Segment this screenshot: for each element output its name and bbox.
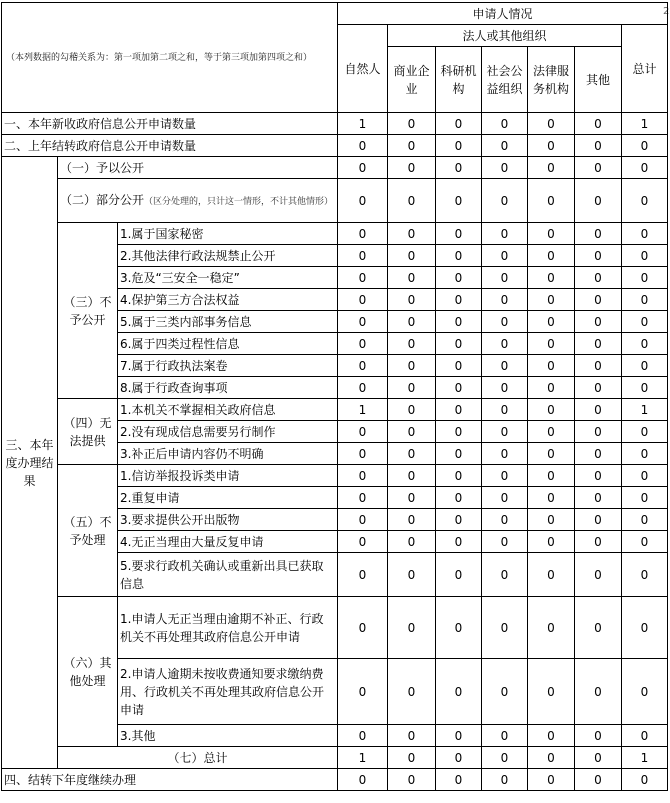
value-cell: 0 [482, 311, 528, 333]
value-cell: 0 [622, 465, 668, 487]
header-natural: 自然人 [338, 25, 388, 113]
value-cell: 0 [388, 377, 436, 399]
value-cell: 0 [436, 355, 482, 377]
value-cell: 0 [622, 377, 668, 399]
value-cell: 0 [575, 421, 622, 443]
value-cell: 0 [436, 747, 482, 769]
value-cell: 0 [528, 659, 575, 725]
value-cell: 0 [575, 245, 622, 267]
table-row [2, 157, 668, 179]
row-label: 8.属于行政查询事项 [118, 377, 338, 399]
value-cell: 0 [622, 421, 668, 443]
table-row [2, 135, 668, 157]
value-cell: 0 [528, 245, 575, 267]
value-cell: 0 [575, 377, 622, 399]
value-cell: 0 [338, 245, 388, 267]
value-cell: 0 [338, 355, 388, 377]
value-cell: 0 [622, 553, 668, 597]
value-cell: 0 [622, 245, 668, 267]
value-cell: 0 [528, 509, 575, 531]
group-label: （四）无法提供 [58, 399, 118, 465]
value-cell: 0 [482, 487, 528, 509]
value-cell: 0 [388, 113, 436, 135]
value-cell: 0 [528, 487, 575, 509]
row-label: 7.属于行政执法案卷 [118, 355, 338, 377]
value-cell: 0 [436, 443, 482, 465]
value-cell: 0 [528, 769, 575, 791]
value-cell: 0 [338, 443, 388, 465]
header-total: 总计 [622, 25, 668, 113]
value-cell: 0 [388, 311, 436, 333]
value-cell: 0 [622, 487, 668, 509]
value-cell: 0 [575, 597, 622, 659]
value-cell: 0 [528, 333, 575, 355]
value-cell: 0 [528, 135, 575, 157]
value-cell: 0 [338, 289, 388, 311]
value-cell: 0 [622, 769, 668, 791]
value-cell: 0 [338, 311, 388, 333]
value-cell: 0 [388, 531, 436, 553]
value-cell: 0 [436, 531, 482, 553]
row-label: 4.保护第三方合法权益 [118, 289, 338, 311]
value-cell: 0 [575, 333, 622, 355]
value-cell: 0 [575, 399, 622, 421]
group-label: （三）不予公开 [58, 223, 118, 399]
value-cell: 0 [622, 179, 668, 223]
value-cell: 0 [622, 157, 668, 179]
row-label: 1.申请人无正当理由逾期不补正、行政机关不再处理其政府信息公开申请 [118, 597, 338, 659]
value-cell: 0 [482, 355, 528, 377]
section-3-label: 三、本年度办理结果 [2, 157, 58, 769]
value-cell: 0 [575, 157, 622, 179]
value-cell: 0 [622, 659, 668, 725]
value-cell: 0 [338, 267, 388, 289]
value-cell: 0 [575, 179, 622, 223]
value-cell: 0 [338, 157, 388, 179]
value-cell: 0 [482, 659, 528, 725]
group-label: （五）不予处理 [58, 465, 118, 597]
value-cell: 0 [622, 223, 668, 245]
value-cell: 0 [482, 179, 528, 223]
value-cell: 0 [338, 509, 388, 531]
value-cell: 0 [575, 531, 622, 553]
value-cell: 0 [482, 135, 528, 157]
value-cell: 0 [436, 597, 482, 659]
row-label: 四、结转下年度继续办理 [2, 769, 338, 791]
value-cell: 0 [528, 223, 575, 245]
value-cell: 0 [338, 725, 388, 747]
value-cell: 0 [575, 465, 622, 487]
value-cell: 0 [388, 355, 436, 377]
value-cell: 0 [482, 531, 528, 553]
value-cell: 0 [338, 223, 388, 245]
row-label: （七）总计 [58, 747, 338, 769]
value-cell: 0 [575, 113, 622, 135]
value-cell: 1 [338, 399, 388, 421]
row-label: 2.其他法律行政法规禁止公开 [118, 245, 338, 267]
value-cell: 0 [388, 553, 436, 597]
value-cell: 0 [388, 487, 436, 509]
value-cell: 0 [388, 509, 436, 531]
value-cell: 0 [482, 245, 528, 267]
value-cell: 0 [388, 135, 436, 157]
value-cell: 0 [575, 311, 622, 333]
row-label: 二、上年结转政府信息公开申请数量 [2, 135, 338, 157]
header-note: （本列数据的勾稽关系为：第一项加第二项之和，等于第三项加第四项之和） [2, 3, 338, 113]
value-cell: 0 [388, 769, 436, 791]
value-cell: 0 [575, 135, 622, 157]
value-cell: 0 [482, 399, 528, 421]
value-cell: 0 [575, 443, 622, 465]
row-label: 4.无正当理由大量反复申请 [118, 531, 338, 553]
value-cell: 0 [622, 509, 668, 531]
value-cell: 1 [338, 747, 388, 769]
table-row [2, 399, 668, 421]
value-cell: 0 [528, 355, 575, 377]
value-cell: 0 [482, 725, 528, 747]
value-cell: 0 [528, 725, 575, 747]
value-cell: 0 [482, 289, 528, 311]
page-mark: 2 [663, 6, 670, 17]
header-legal-group: 法人或其他组织 [388, 25, 622, 47]
value-cell: 0 [482, 769, 528, 791]
table-row [2, 113, 668, 135]
header-public: 社会公益组织 [482, 47, 528, 113]
header-legal-service: 法律服务机构 [528, 47, 575, 113]
value-cell: 0 [528, 421, 575, 443]
row-label: 1.属于国家秘密 [118, 223, 338, 245]
value-cell: 0 [482, 509, 528, 531]
value-cell: 0 [338, 597, 388, 659]
value-cell: 0 [388, 267, 436, 289]
row-label: 1.信访举报投诉类申请 [118, 465, 338, 487]
value-cell: 0 [482, 333, 528, 355]
value-cell: 1 [622, 113, 668, 135]
value-cell: 0 [338, 179, 388, 223]
value-cell: 0 [436, 553, 482, 597]
row-label: 3.其他 [118, 725, 338, 747]
value-cell: 0 [622, 531, 668, 553]
value-cell: 0 [482, 223, 528, 245]
value-cell: 0 [436, 311, 482, 333]
value-cell: 0 [622, 135, 668, 157]
value-cell: 0 [388, 289, 436, 311]
value-cell: 0 [436, 465, 482, 487]
value-cell: 0 [482, 747, 528, 769]
table-row [2, 747, 668, 769]
value-cell: 0 [622, 597, 668, 659]
value-cell: 0 [436, 421, 482, 443]
table-row [2, 465, 668, 487]
header-other: 其他 [575, 47, 622, 113]
value-cell: 0 [575, 223, 622, 245]
value-cell: 1 [622, 747, 668, 769]
value-cell: 0 [622, 725, 668, 747]
value-cell: 0 [338, 769, 388, 791]
partial-note: （区分处理的，只计这一情形，不计其他情形） [144, 196, 334, 207]
value-cell: 0 [528, 157, 575, 179]
value-cell: 0 [528, 465, 575, 487]
row-label: 3.补正后申请内容仍不明确 [118, 443, 338, 465]
value-cell: 0 [575, 659, 622, 725]
header-research: 科研机构 [436, 47, 482, 113]
value-cell: 0 [482, 267, 528, 289]
row-label: 一、本年新收政府信息公开申请数量 [2, 113, 338, 135]
value-cell: 0 [482, 553, 528, 597]
value-cell: 0 [622, 333, 668, 355]
value-cell: 0 [482, 113, 528, 135]
value-cell: 0 [388, 421, 436, 443]
table-row [2, 223, 668, 245]
value-cell: 0 [575, 769, 622, 791]
value-cell: 0 [575, 747, 622, 769]
value-cell: 0 [436, 113, 482, 135]
value-cell: 0 [528, 179, 575, 223]
value-cell: 0 [575, 553, 622, 597]
value-cell: 0 [436, 223, 482, 245]
value-cell: 0 [388, 245, 436, 267]
value-cell: 0 [436, 157, 482, 179]
value-cell: 0 [338, 377, 388, 399]
row-label-partial [58, 179, 338, 223]
value-cell: 0 [482, 377, 528, 399]
value-cell: 0 [575, 289, 622, 311]
row-label: （一）予以公开 [58, 157, 338, 179]
value-cell: 0 [338, 333, 388, 355]
table-row [2, 769, 668, 791]
value-cell: 0 [622, 443, 668, 465]
value-cell: 0 [388, 399, 436, 421]
value-cell: 0 [436, 135, 482, 157]
value-cell: 1 [622, 399, 668, 421]
value-cell: 0 [436, 725, 482, 747]
value-cell: 0 [528, 553, 575, 597]
partial-label: （二）部分公开 [60, 192, 145, 207]
value-cell: 0 [436, 267, 482, 289]
value-cell: 0 [388, 179, 436, 223]
value-cell: 0 [436, 769, 482, 791]
value-cell: 0 [338, 465, 388, 487]
table-row [2, 597, 668, 659]
value-cell: 0 [575, 355, 622, 377]
header-applicant: 申请人情况 [338, 3, 668, 25]
row-label: 5.要求行政机关确认或重新出具已获取信息 [118, 553, 338, 597]
statistics-table [1, 2, 668, 791]
group-label: （六）其他处理 [58, 597, 118, 747]
value-cell: 0 [528, 597, 575, 659]
row-label: 1.本机关不掌握相关政府信息 [118, 399, 338, 421]
row-label: 3.危及“三安全一稳定” [118, 267, 338, 289]
value-cell: 0 [482, 597, 528, 659]
row-label: 2.重复申请 [118, 487, 338, 509]
value-cell: 0 [482, 421, 528, 443]
value-cell: 0 [388, 465, 436, 487]
row-label: 5.属于三类内部事务信息 [118, 311, 338, 333]
value-cell: 0 [575, 487, 622, 509]
value-cell: 0 [388, 597, 436, 659]
value-cell: 0 [528, 289, 575, 311]
value-cell: 0 [388, 725, 436, 747]
value-cell: 0 [528, 747, 575, 769]
value-cell: 0 [338, 487, 388, 509]
value-cell: 0 [482, 465, 528, 487]
row-label: 3.要求提供公开出版物 [118, 509, 338, 531]
value-cell: 0 [482, 157, 528, 179]
value-cell: 0 [338, 421, 388, 443]
header-business: 商业企业 [388, 47, 436, 113]
value-cell: 0 [436, 179, 482, 223]
value-cell: 0 [575, 725, 622, 747]
row-label: 2.没有现成信息需要另行制作 [118, 421, 338, 443]
value-cell: 0 [436, 245, 482, 267]
value-cell: 0 [528, 531, 575, 553]
value-cell: 0 [436, 509, 482, 531]
value-cell: 0 [436, 289, 482, 311]
value-cell: 0 [528, 399, 575, 421]
value-cell: 1 [338, 113, 388, 135]
value-cell: 0 [622, 267, 668, 289]
value-cell: 0 [528, 311, 575, 333]
value-cell: 0 [388, 333, 436, 355]
value-cell: 0 [528, 443, 575, 465]
row-label: 2.申请人逾期未按收费通知要求缴纳费用、行政机关不再处理其政府信息公开申请 [118, 659, 338, 725]
value-cell: 0 [436, 399, 482, 421]
value-cell: 0 [388, 223, 436, 245]
value-cell: 0 [338, 553, 388, 597]
row-label: 6.属于四类过程性信息 [118, 333, 338, 355]
value-cell: 0 [528, 377, 575, 399]
value-cell: 0 [388, 747, 436, 769]
value-cell: 0 [575, 267, 622, 289]
value-cell: 0 [436, 377, 482, 399]
value-cell: 0 [528, 267, 575, 289]
value-cell: 0 [338, 659, 388, 725]
value-cell: 0 [338, 135, 388, 157]
value-cell: 0 [575, 509, 622, 531]
value-cell: 0 [388, 443, 436, 465]
value-cell: 0 [622, 355, 668, 377]
value-cell: 0 [528, 113, 575, 135]
value-cell: 0 [388, 157, 436, 179]
value-cell: 0 [622, 311, 668, 333]
table-row [2, 179, 668, 223]
value-cell: 0 [388, 659, 436, 725]
value-cell: 0 [622, 289, 668, 311]
value-cell: 0 [436, 487, 482, 509]
value-cell: 0 [436, 659, 482, 725]
value-cell: 0 [338, 531, 388, 553]
value-cell: 0 [436, 333, 482, 355]
value-cell: 0 [482, 443, 528, 465]
